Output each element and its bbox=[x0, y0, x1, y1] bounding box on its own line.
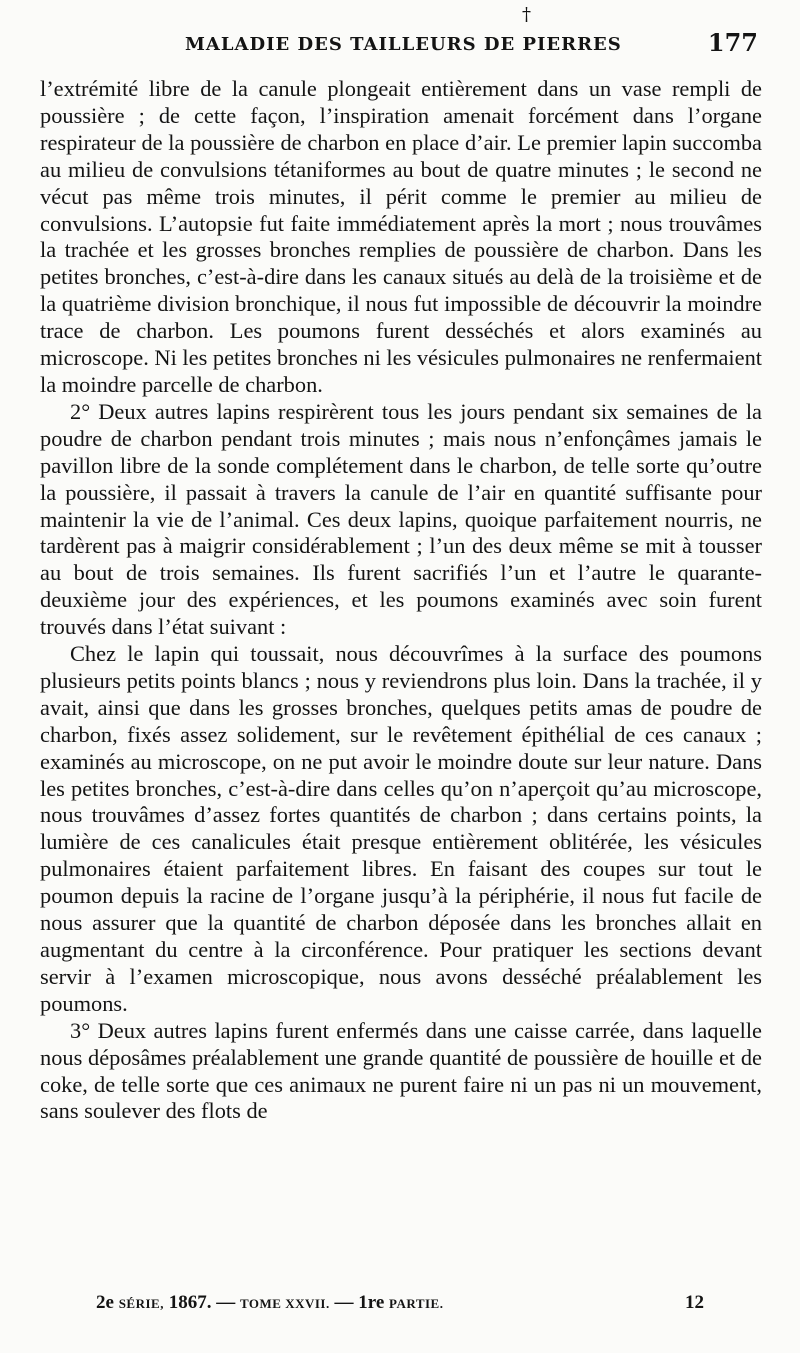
sheet-number: 12 bbox=[685, 1292, 704, 1313]
part-word: PARTIE. bbox=[389, 1296, 444, 1311]
printer-mark: † bbox=[522, 4, 531, 25]
paragraph-continuation: l’extrémité libre de la canule plongeait entièrement dans un vase rempli de poussière ; de cette façon, l’inspiration amenait forcément dans l’organe respirateur de la poussière de charbon en place d’air. Le premier lapin succomba au milieu de convulsions tétaniformes au bout de quatre minutes ; le second ne vécut pas même trois minutes, il périt comme le premier au milieu de convulsions. L’autopsie fut faite immédiatement après la mort ; nous trouvâmes la trachée et les grosses bronches remplies de poussière de charbon. Dans les petites bronches, c’est-à-dire dans les canaux situés au delà de la troisième et de la quatrième division bronchique, il nous fut impossible de découvrir la moindre trace de charbon. Les poumons furent desséchés et alors examinés au microscope. Ni les petites bronches ni les vésicules pulmonaires ne renfermaient la moindre parcelle de charbon. bbox=[40, 76, 762, 397]
part-number: 1re bbox=[358, 1292, 385, 1313]
year: 1867. bbox=[168, 1292, 212, 1313]
series-word: SÉRIE, bbox=[118, 1296, 164, 1311]
series-number: 2e bbox=[96, 1292, 114, 1313]
tome: TOME XXVII. bbox=[239, 1296, 330, 1311]
page-header bbox=[40, 4, 760, 64]
footer-dash-2: — bbox=[334, 1292, 354, 1313]
body-text bbox=[40, 76, 762, 1125]
footer-dash-1: — bbox=[216, 1292, 236, 1313]
paragraph-findings: Chez le lapin qui toussait, nous découvrîmes à la surface des poumons plusieurs petits points blancs ; nous y reviendrons plus loin. Dans la trachée, il y avait, ainsi que dans les grosses bronches, quelques petits amas de poudre de charbon, fixés assez solidement, sur le revêtement épithélial de ces canaux ; examinés au microscope, on ne put avoir le moindre doute sur leur nature. Dans les petites bronches, c’est-à-dire dans celles qu’on n’aperçoit qu’au microscope, nous trouvâmes d’assez fortes quantités de charbon ; dans certains points, la lumière de ces canalicules était presque entièrement oblitérée, les vésicules pulmonaires étaient parfaitement libres. En faisant des coupes sur tout le poumon depuis la racine de l’organe jusqu’à la périphérie, il nous fut facile de nous assurer que la quantité de charbon déposée dans les bronches allait en augmentant du centre à la circonférence. Pour pratiquer les sections devant servir à l’examen microscopique, nous avons desséché préalablement les poumons. bbox=[40, 641, 762, 1016]
paragraph-experiment-3: 3° Deux autres lapins furent enfermés dans une caisse carrée, dans laquelle nous déposâmes préalablement une grande quantité de poussière de houille et de coke, de telle sorte que ces animaux ne purent faire ni un pas ni un mouvement, sans soulever des flots de bbox=[40, 1017, 762, 1124]
page-footer bbox=[96, 1292, 704, 1322]
paragraph-experiment-2: 2° Deux autres lapins respirèrent tous les jours pendant six semaines de la poudre de charbon pendant trois minutes ; mais nous n’enfonçâmes jamais le pavillon libre de la sonde complétement dans le charbon, de telle sorte qu’outre la poussière, il passait à travers la canule de l’air en quantité suffisante pour maintenir la vie de l’animal. Ces deux lapins, quoique parfaitement nourris, ne tardèrent pas à maigrir considérablement ; l’un des deux même se mit à tousser au bout de trois semaines. Ils furent sacrifiés l’un et l’autre le quarante-deuxième jour des expériences, et les poumons examinés avec soin furent trouvés dans l’état suivant : bbox=[40, 398, 762, 640]
signature-line bbox=[96, 1292, 443, 1314]
page-number: 177 bbox=[707, 28, 758, 57]
running-title: MALADIE DES TAILLEURS DE PIERRES bbox=[185, 34, 622, 55]
